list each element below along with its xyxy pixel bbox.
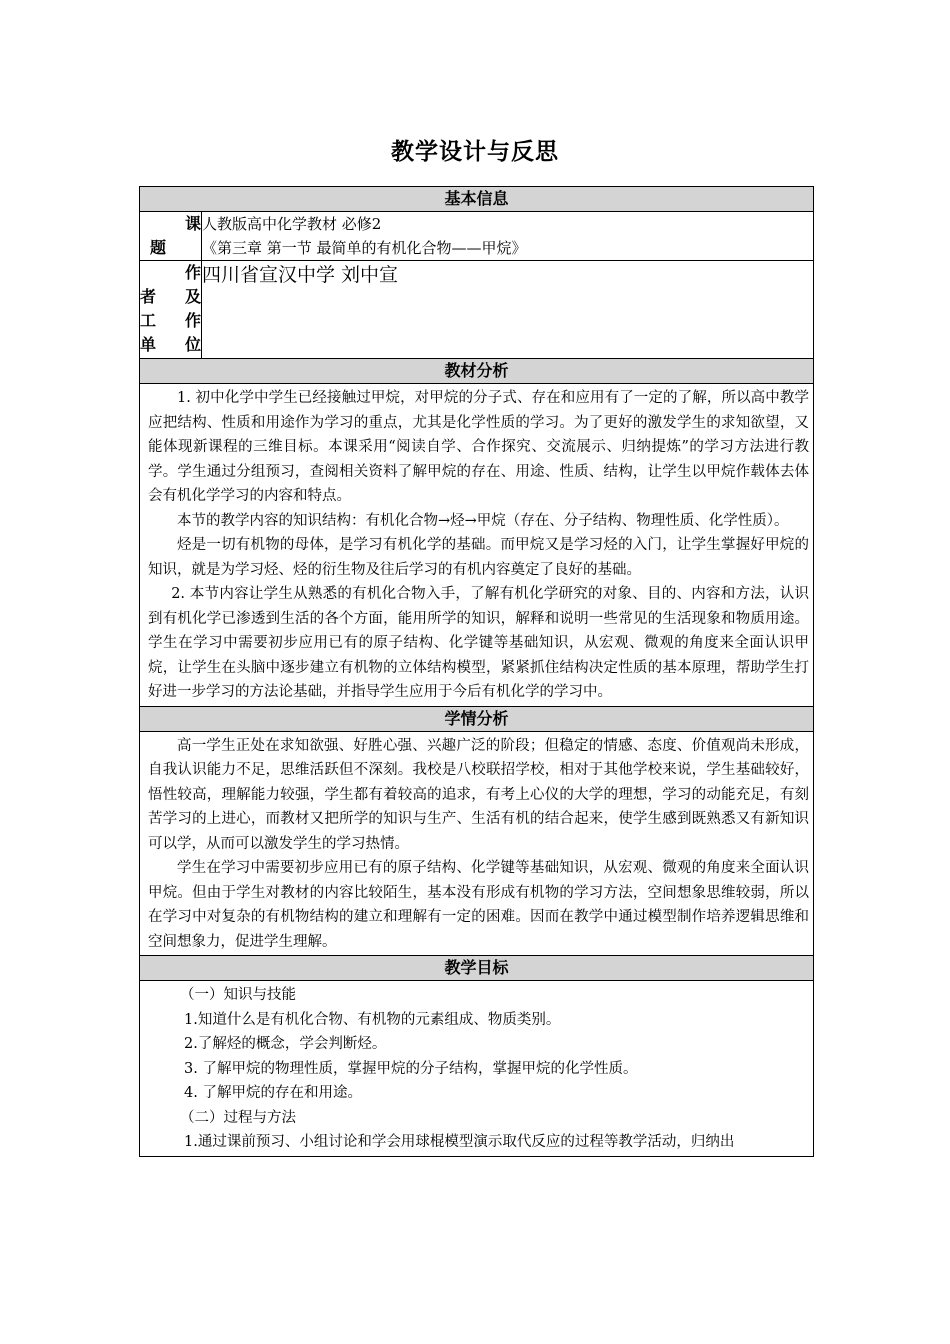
basic-info-header: 基本信息 <box>140 187 814 212</box>
knowledge-item: 4. 了解甲烷的存在和用途。 <box>184 1085 362 1101</box>
student-paragraph: 学生在学习中需要初步应用已有的原子结构、化学键等基础知识，从宏观、微观的角度来全面认识甲烷。但由于学生对教材的内容比较陌生，基本没有形成有机物的学习方法，空间想象思维较弱，所以在学习中对复杂的有机物结构的建立和理解有一定的困难。因而在教学中通过模型制作培养逻辑思维和空间想象力，促进学生理解。 <box>148 860 810 950</box>
topic-value <box>202 212 814 261</box>
author-label-line-3: 工 作 <box>140 311 201 330</box>
teaching-goals-row <box>140 981 814 1157</box>
textbook-analysis-header: 教材分析 <box>140 359 814 384</box>
topic-row <box>140 212 814 261</box>
author-row <box>140 261 814 359</box>
author-label-line-1: 作 <box>184 263 201 282</box>
student-analysis-header: 学情分析 <box>140 706 814 731</box>
topic-line-2: 《第三章 第一节 最简单的有机化合物——甲烷》 <box>202 239 527 257</box>
textbook-analysis-header-row <box>140 359 814 384</box>
process-heading: （二）过程与方法 <box>180 1109 296 1126</box>
topic-label-line-1: 课 <box>184 214 201 233</box>
textbook-paragraph: 本节的教学内容的知识结构：有机化合物→烃→甲烷（存在、分子结构、物理性质、化学性质）。 <box>177 512 789 529</box>
author-label <box>140 261 202 359</box>
textbook-analysis-body <box>140 384 814 707</box>
topic-line-1: 人教版高中化学教材 必修2 <box>202 215 382 233</box>
student-paragraph: 高一学生正处在求知欲强、好胜心强、兴趣广泛的阶段；但稳定的情感、态度、价值观尚未形成，自我认识能力不足，思维活跃但不深刻。我校是八校联招学校，相对于其他学校来说，学生基础较好，悟性较高，理解能力较强，学生都有着较高的追求，有考上心仪的大学的理想，学习的动能充足，有刻苦学习的上进心，而教材又把所学的知识与生产、生活有机的结合起来，使学生感到既熟悉又有新知识可以学，从而可以激发学生的学习热情。 <box>148 737 810 852</box>
basic-info-header-row <box>140 187 814 212</box>
student-analysis-body <box>140 731 814 956</box>
knowledge-item: 2.了解烃的概念，学会判断烃。 <box>184 1036 387 1052</box>
author-label-line-4: 单位 <box>140 335 201 354</box>
author-label-line-2: 者 及 <box>140 287 201 306</box>
student-analysis-row <box>140 731 814 956</box>
topic-label-line-2: 题 <box>150 238 167 257</box>
student-analysis-header-row <box>140 706 814 731</box>
knowledge-heading: （一）知识与技能 <box>180 987 296 1003</box>
knowledge-item: 3. 了解甲烷的物理性质，掌握甲烷的分子结构，掌握甲烷的化学性质。 <box>184 1060 638 1077</box>
teaching-goals-body <box>140 981 814 1157</box>
page-title: 教学设计与反思 <box>391 139 559 165</box>
lesson-plan-table <box>139 186 814 1157</box>
textbook-analysis-row <box>140 384 814 707</box>
teaching-goals-header: 教学目标 <box>140 956 814 981</box>
author-value: 四川省宣汉中学 刘中宣 <box>202 261 814 359</box>
topic-label <box>140 212 202 261</box>
textbook-paragraph: 2. 本节内容让学生从熟悉的有机化合物入手，了解有机化学研究的对象、目的、内容和方法，认识到有机化学已渗透到生活的各个方面，能用所学的知识，解释和说明一些常见的生活现象和物质用途。学生在学习中需要初步应用已有的原子结构、化学键等基础知识，从宏观、微观的角度来全面认识甲烷，让学生在头脑中逐步建立有机物的立体结构模型，紧紧抓住结构决定性质的基本原理，帮助学生打好进一步学习的方法论基础，并指导学生应用于今后有机化学的学习中。 <box>148 586 810 700</box>
textbook-paragraph: 烃是一切有机物的母体，是学习有机化学的基础。而甲烷又是学习烃的入门，让学生掌握好甲烷的知识，就是为学习烃、烃的衍生物及往后学习的有机内容奠定了良好的基础。 <box>148 537 810 578</box>
teaching-goals-header-row <box>140 956 814 981</box>
knowledge-item: 1.知道什么是有机化合物、有机物的元素组成、物质类别。 <box>184 1011 561 1028</box>
process-item: 1.通过课前预习、小组讨论和学会用球棍模型演示取代反应的过程等教学活动，归纳出 <box>184 1134 735 1150</box>
textbook-paragraph: 1. 初中化学中学生已经接触过甲烷，对甲烷的分子式、存在和应用有了一定的了解，所以高中教学应把结构、性质和用途作为学习的重点，尤其是化学性质的学习。为了更好的激发学生的求知欲望，又能体现新课程的三维目标。本课采用“阅读自学、合作探究、交流展示、归纳提炼”的学习方法进行教学。学生通过分组预习，查阅相关资料了解甲烷的存在、用途、性质、结构，让学生以甲烷作载体去体会有机化学学习的内容和特点。 <box>148 390 810 504</box>
